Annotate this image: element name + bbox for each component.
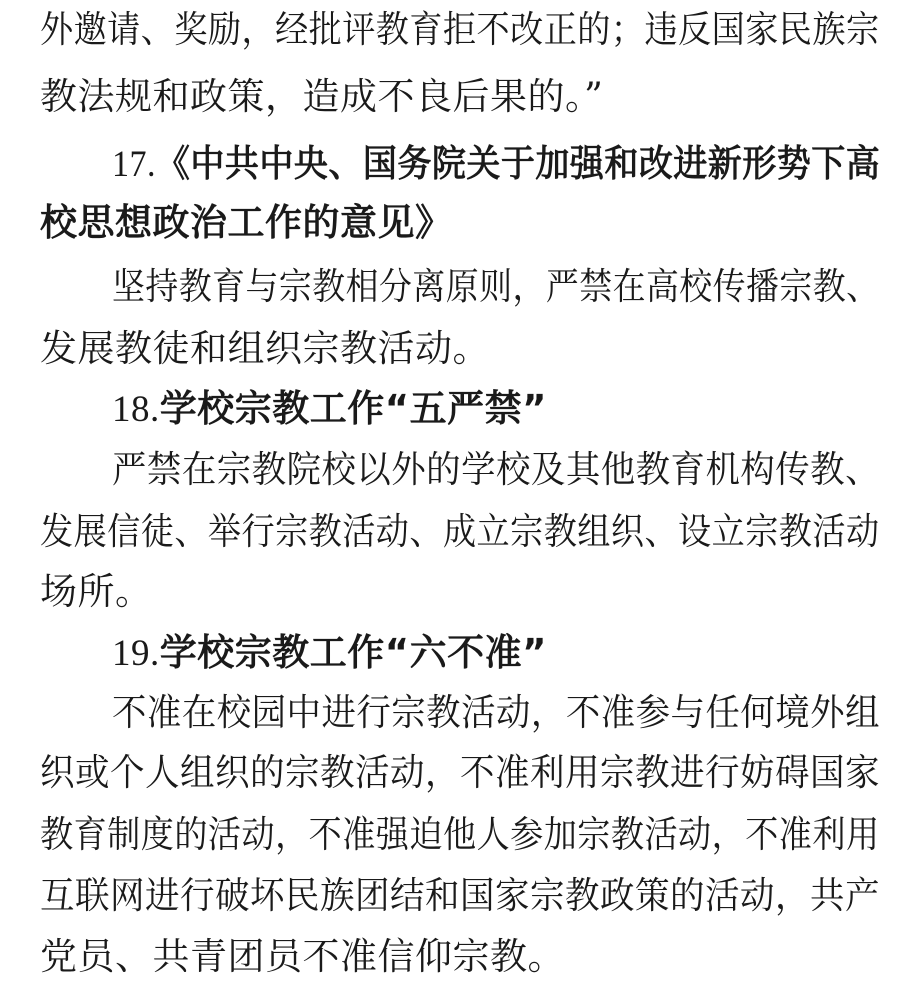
- paragraph-line: 场所。: [40, 570, 153, 613]
- paragraph-line: 教育制度的活动，不准强迫他人参加宗教活动，不准利用: [40, 813, 880, 856]
- heading-title: 学校宗教工作“五严禁”: [159, 387, 547, 430]
- paragraph-line: 不准在校园中进行宗教活动，不准参与任何境外组: [112, 691, 880, 734]
- heading-title-line: 校思想政治工作的意见》: [40, 201, 453, 244]
- section-number: 18.: [112, 389, 160, 430]
- heading-title-line: 《中共中央、国务院关于加强和改进新形势下高: [155, 142, 881, 185]
- section-number: 17.: [112, 144, 156, 185]
- section-18-heading: [112, 384, 547, 434]
- paragraph-line: 发展信徒、举行宗教活动、成立宗教组织、设立宗教活动: [40, 510, 880, 553]
- paragraph-line: 坚持教育与宗教相分离原则，严禁在高校传播宗教、: [112, 265, 880, 308]
- paragraph-line: 教法规和政策，造成不良后果的。”: [40, 75, 604, 118]
- heading-title: 学校宗教工作“六不准”: [159, 631, 547, 674]
- paragraph-line: 发展教徒和组织宗教活动。: [40, 327, 490, 370]
- paragraph-line: 互联网进行破坏民族团结和国家宗教政策的活动，共产: [40, 874, 880, 917]
- paragraph-line: 党员、共青团员不准信仰宗教。: [40, 935, 565, 978]
- section-number: 19.: [112, 633, 160, 674]
- paragraph-line: 外邀请、奖励，经批评教育拒不改正的；违反国家民族宗: [40, 8, 880, 51]
- section-17-heading: [112, 139, 880, 189]
- paragraph-line: 严禁在宗教院校以外的学校及其他教育机构传教、: [112, 448, 880, 491]
- section-19-heading: [112, 628, 547, 678]
- paragraph-line: 织或个人组织的宗教活动，不准利用宗教进行妨碍国家: [40, 751, 880, 794]
